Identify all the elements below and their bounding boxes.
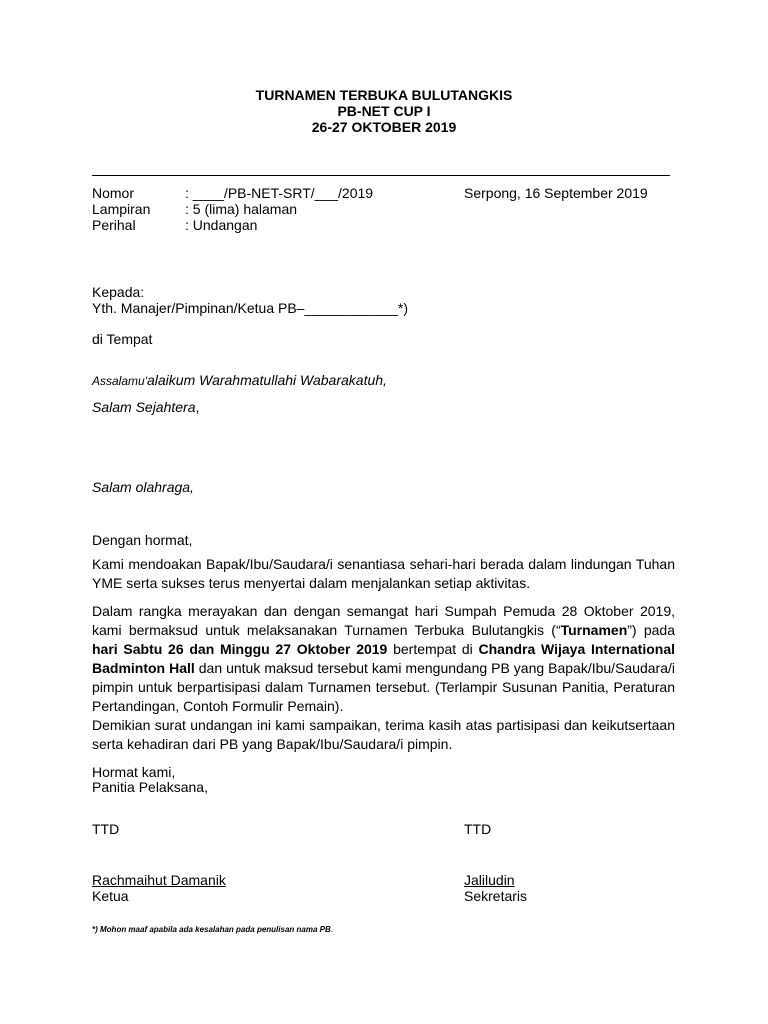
header-title: TURNAMEN TERBUKA BULUTANGKIS [255,87,513,103]
p2-part-e: bertempat di [387,641,479,657]
lampiran-value: : 5 (lima) halaman [185,201,298,217]
signer-role-right: Sekretaris [464,888,528,904]
salam-olahraga: Salam olahraga, [92,479,194,495]
recipient-line: Yth. Manajer/Pimpinan/Ketua PB–____________*) [92,300,408,316]
header-event-date: 26-27 OKTOBER 2019 [311,119,457,135]
p2-event-date: hari Sabtu 26 dan Minggu 27 Oktober 2019 [92,641,388,657]
signer-role-left: Ketua [92,888,129,904]
lampiran-label: Lampiran [92,201,151,217]
perihal-label: Perihal [92,217,136,233]
p2-venue: Chandra Wijaya International Badminton Hall [92,641,675,676]
place-date: Serpong, 16 September 2019 [464,185,648,201]
salam-sejahtera-comma: , [195,399,200,415]
signature-ttd-right: TTD [464,821,492,837]
footnote [92,919,333,937]
signer-name-left: Rachmaihut Damanik [92,872,226,888]
signer-name-right: Jaliludin [464,872,515,888]
nomor-label: Nomor [92,185,135,201]
assalamu-prefix: Assalamu' [92,374,147,388]
header-event-name: PB-NET CUP I [337,103,431,119]
signature-ttd-left: TTD [92,821,120,837]
p2-part-a: Dalam rangka merayakan dan dengan semangat hari Sumpah Pemuda 28 Oktober 2019, kami bermaksud untuk melaksanakan Turnamen Terbuka Bulutangkis (“ [92,603,675,638]
footnote-text: *) Mohon maaf apabila ada kesalahan pada penulisan nama PB [92,925,331,934]
di-tempat: di Tempat [92,331,153,347]
p2-part-g: dan untuk maksud tersebut kami mengundang PB yang Bapak/Ibu/Saudara/i pimpin untuk berpartisipasi dalam Turnamen tersebut. (Terlampir Susunan Panitia, Peraturan Pertandingan, Contoh Formulir Pemain). [92,660,675,714]
closing-hormat: Hormat kami, [92,764,176,780]
paragraph-prayer: Kami mendoakan Bapak/Ibu/Saudara/i senantiasa sehari-hari berada dalam lindungan Tuhan YME serta sukses terus menyertai dalam menjalankan setiap aktivitas. [92,556,675,591]
nomor-value: : ____/PB-NET-SRT/___/2019 [185,185,374,201]
header-divider [92,175,670,176]
opening-salutation: Dengan hormat, [92,532,193,548]
salam-sejahtera [92,399,199,415]
perihal-value: : Undangan [185,217,258,233]
salam-sejahtera-text: Salam Sejahtera [92,399,196,415]
p2-turnamen: Turnamen [560,622,628,638]
p2-part-c: ”) pada [627,622,676,638]
assalamu-greeting [92,372,387,389]
assalamu-rest: alaikum Warahmatullahi Wabarakatuh, [146,372,387,388]
paragraph-invitation [92,602,675,716]
kepada-label: Kepada: [92,284,145,300]
closing-panitia: Panitia Pelaksana, [92,779,208,795]
footnote-period: . [330,925,333,934]
paragraph-closing: Demikian surat undangan ini kami sampaikan, terima kasih atas partisipasi dan keikutsertaan serta kehadiran dari PB yang Bapak/Ibu/Saudara/i pimpin. [92,717,675,752]
